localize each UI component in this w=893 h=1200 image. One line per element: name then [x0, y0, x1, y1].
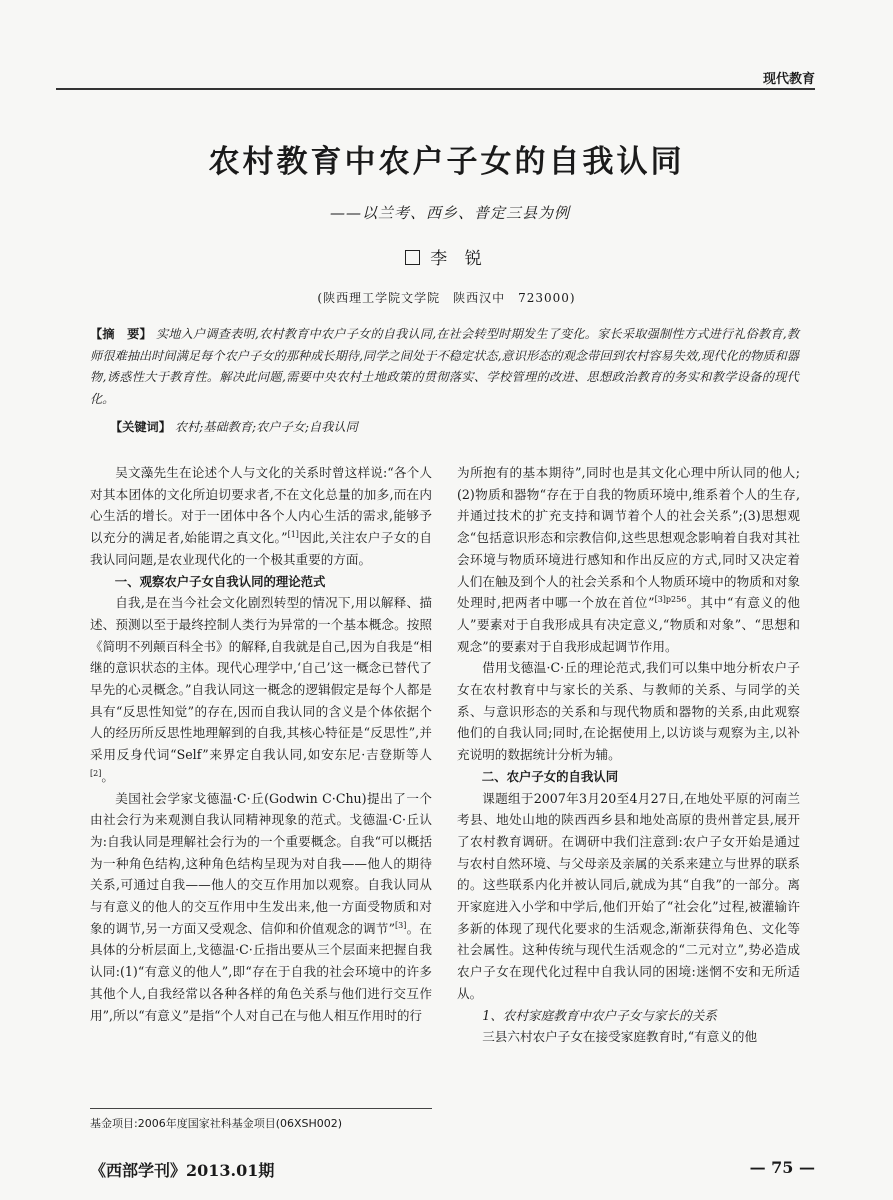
paragraph: 自我,是在当今社会文化剧烈转型的情况下,用以解释、描述、预测以至于最终控制人类行为异常的一个基本概念。按照《简明不列颠百科全书》的解释,自我就是自己,因为自我是“相继的意识状态的主体。现代心理学中,‘自己’这一概念已替代了早先的心灵概念。”自我认同这一概念的逻辑假定是每个人都是具有“反思性知觉”的存在,因而自我认同的含义是个体依据个人的经历所反思性地理解到的自我,其核心特征是“反思性”,并采用反身代词“Self”来界定自我认同,如安东尼·吉登斯等人[2]。 [90, 595, 432, 784]
abstract-label: 【摘 要】 [90, 327, 152, 341]
author-name: 李 锐 [430, 249, 488, 269]
abstract [90, 324, 799, 410]
section-tag: 现代教育 [762, 72, 815, 87]
paragraph: 三县六村农户子女在接受家庭教育时,“有意义的他 [482, 1029, 758, 1045]
keywords-text: 农村;基础教育;农户子女;自我认同 [174, 420, 358, 434]
affiliation: (陕西理工学院文学院 陕西汉中 723000) [317, 291, 576, 305]
section-heading: 二、农户子女的自我认同 [481, 768, 619, 784]
abstract-text: 实地入户调查表明,农村教育中农户子女的自我认同,在社会转型时期发生了变化。家长采取强制性方式进行礼俗教育,教师很难抽出时间满足每个农户子女的那种成长期待,同学之间处于不稳定状态,意识形态的观念带回到农村容易失效,现代化的物质和器物,诱惑性大于教育性。解决此问题,需要中央农村土地政策的贯彻落实、学校管理的改进、思想政治教育的务实和教学设备的现代化。 [90, 327, 800, 406]
journal-name: 《西部学刊》2013.01期 [90, 1161, 275, 1180]
citation: [1] [287, 529, 299, 539]
body-column-left [90, 462, 432, 1026]
keywords-label: 【关键词】 [110, 420, 171, 434]
header-rule [56, 88, 815, 90]
subsection-heading: 1、农村家庭教育中农户子女与家长的关系 [482, 1007, 717, 1023]
page-number: — 75 — [749, 1158, 815, 1177]
citation: [2] [90, 768, 102, 778]
citation: [3] [395, 920, 407, 930]
paragraph: 为所抱有的基本期待”,同时也是其文化心理中所认同的他人;(2)物质和器物“存在于自我的物质环境中,维系着个人的生存,并通过技术的扩充支持和调节着个人的社会关系”;(3)思想观念“包括意识形态和宗教信仰,这些思想观念影响着自我对其社会环境与物质环境进行感知和作出反应的方式,同时又决定着人们在触及到个人的社会关系和个人物质环境中的物质和对象处理时,把两者中哪一个放在首位”$^{[3]p256}$。其中“有意义的他人”要素对于自我形成具有决定意义,“物质和对象”、“思想和观念”的要素对于自我形成起调节作用。 [457, 465, 800, 654]
paragraph: 吴文藻先生在论述个人与文化的关系时曾这样说:“各个人对其本团体的文化所迫切要求者,不在文化总量的加多,而在内心生活的增长。对于一团体中各个人内心生活的需求,能够予以充分的满足者,始能谓之真文化。”[1]因此,关注农户子女的自我认同问题,是农业现代化的一个极其重要的方面。 [90, 465, 432, 567]
author-box-icon [405, 250, 420, 265]
paragraph: 课题组于2007年3月20至4月27日,在地处平原的河南兰考县、地处山地的陕西西乡县和地处高原的贵州普定县,展开了农村教育调研。在调研中我们注意到:农户子女开始是通过与农村自然环境、与父母亲及亲属的关系来建立与世界的联系的。这些联系内化并被认同后,就成为其“自我”的一部分。离开家庭进入小学和中学后,他们开始了“社会化”过程,被灌输许多新的体现了现代化要求的生活观念,渐渐获得角色、文化等社会属性。这种传统与现代生活观念的“二元对立”,势必造成农户子女在现代化过程中自我认同的困境:迷惘不安和无所适从。 [457, 790, 800, 1001]
paragraph: 美国社会学家戈德温·C·丘(Godwin C·Chu)提出了一个由社会行为来观测自我认同精神现象的范式。戈德温·C·丘认为:自我认同是理解社会行为的一个重要概念。自我“可以概括为一种角色结构,这种角色结构呈现为对自我——他人的期待关系,可通过自我——他人的交互作用加以观察。自我认同从与有意义的他人的交互作用中生发出来,他一方面受物质和对象的调节,另一方面又受观念、信仰和价值观念的调节”[3]。在具体的分析层面上,戈德温·C·丘指出要从三个层面来把握自我认同:(1)“有意义的他人”,即“存在于自我的社会环境中的许多其他个人,自我经常以各种各样的角色关系与他们进行交互作用”,所以“有意义”是指“个人对自己在与他人相互作用时的行 [90, 790, 432, 1023]
fund-note: 基金项目:2006年度国家社科基金项目(06XSH002) [90, 1117, 343, 1130]
body-column-right [457, 462, 800, 1048]
article-title: 农村教育中农户子女的自我认同 [208, 144, 685, 180]
author-line [0, 244, 893, 269]
keywords [110, 417, 799, 439]
citation: [3]p256 [654, 595, 687, 605]
paragraph: 借用戈德温·C·丘的理论范式,我们可以集中地分析农户子女在农村教育中与家长的关系、与教师的关系、与同学的关系、与意识形态的关系和与现代物质和器物的关系,由此观察他们的自我认同;同时,在论据使用上,以访谈与观察为主,以补充说明的数据统计分析为辅。 [457, 660, 800, 763]
footnote-rule [90, 1108, 432, 1109]
article-subtitle: ——以兰考、西乡、普定三县为例 [330, 204, 571, 222]
section-heading: 一、观察农户子女自我认同的理论范式 [114, 573, 326, 589]
